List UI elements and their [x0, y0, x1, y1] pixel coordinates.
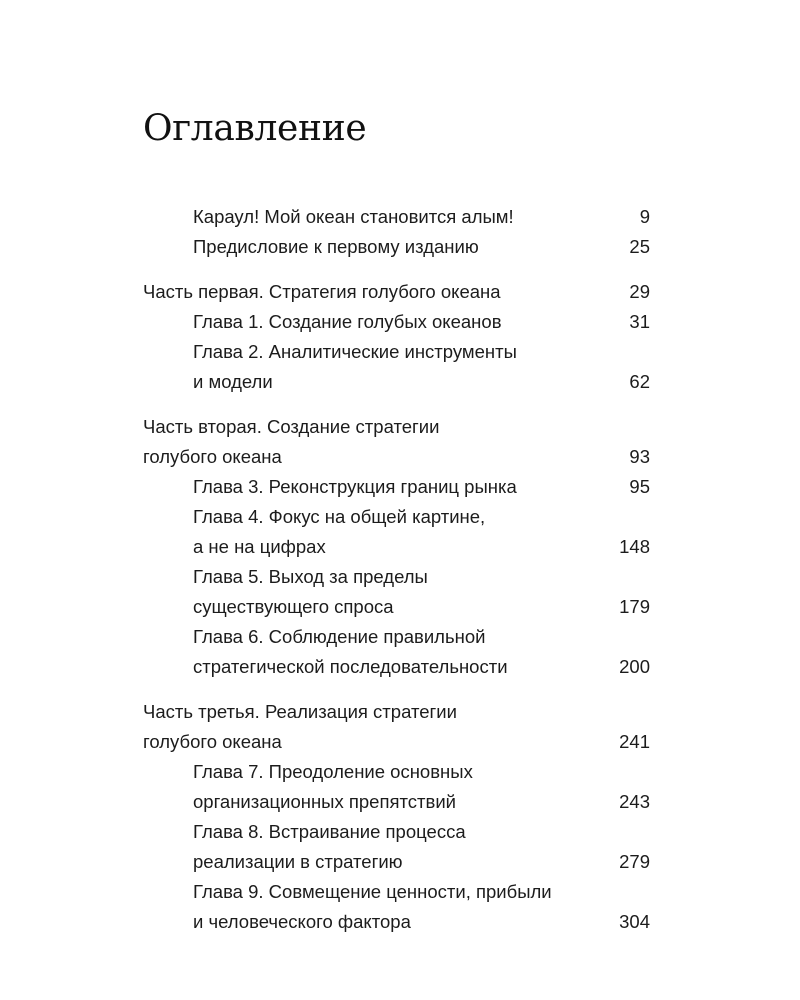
toc-chapter-entry-text: Глава 3. Реконструкция границ рынка: [193, 476, 517, 497]
toc-chapter-entry-text: Глава 2. Аналитические инструменты: [193, 341, 517, 362]
toc-chapter-entry-page-number: 179: [619, 596, 650, 617]
toc-chapter-entry-page-number: 62: [629, 371, 650, 392]
toc-chapter-entry-text: Глава 6. Соблюдение правильной: [193, 626, 486, 647]
toc-part-heading-text: голубого океана: [143, 446, 282, 467]
toc-chapter-entry-page-number: 95: [629, 476, 650, 497]
toc-part-heading-text: Часть третья. Реализация стратегии: [143, 701, 457, 722]
toc-front-matter-entry-page-number: 25: [629, 236, 650, 257]
toc-chapter-entry-text: Глава 4. Фокус на общей картине,: [193, 506, 486, 527]
toc-part-heading-text: Часть первая. Стратегия голубого океана: [143, 281, 501, 302]
toc-chapter-entry-text: Глава 7. Преодоление основных: [193, 761, 473, 782]
toc-chapter-entry-page-number: 200: [619, 656, 650, 677]
toc-chapter-entry-page-number: 148: [619, 536, 650, 557]
toc-part-heading-text: Часть вторая. Создание стратегии: [143, 416, 440, 437]
toc-chapter-entry-text: Глава 8. Встраивание процесса: [193, 821, 466, 842]
toc-chapter-entry-text: Глава 5. Выход за пределы: [193, 566, 428, 587]
toc-chapter-entry-text: а не на цифрах: [193, 536, 326, 557]
page-title: Оглавление: [143, 108, 367, 149]
toc-chapter-entry-text: существующего спроса: [193, 596, 394, 617]
toc-part-heading-page-number: 241: [619, 731, 650, 752]
toc-chapter-entry-text: организационных препятствий: [193, 791, 456, 812]
toc-front-matter-entry-page-number: 9: [639, 206, 650, 227]
toc-front-matter-entry-text: Предисловие к первому изданию: [193, 236, 479, 257]
toc-chapter-entry-page-number: 243: [619, 791, 650, 812]
toc-part-heading-page-number: 93: [629, 446, 650, 467]
toc-part-heading-text: голубого океана: [143, 731, 282, 752]
toc-chapter-entry-text: реализации в стратегию: [193, 851, 403, 872]
toc-chapter-entry-text: Глава 1. Создание голубых океанов: [193, 311, 502, 332]
toc-chapter-entry-text: Глава 9. Совмещение ценности, прибыли: [193, 881, 552, 902]
toc-front-matter-entry-text: Караул! Мой океан становится алым!: [193, 206, 514, 227]
toc-chapter-entry-text: стратегической последовательности: [193, 656, 508, 677]
toc-chapter-entry-page-number: 304: [619, 911, 650, 932]
toc-part-heading-page-number: 29: [629, 281, 650, 302]
toc-chapter-entry-text: и человеческого фактора: [193, 911, 411, 932]
toc-chapter-entry-text: и модели: [193, 371, 273, 392]
toc-chapter-entry-page-number: 279: [619, 851, 650, 872]
toc-chapter-entry-page-number: 31: [629, 311, 650, 332]
